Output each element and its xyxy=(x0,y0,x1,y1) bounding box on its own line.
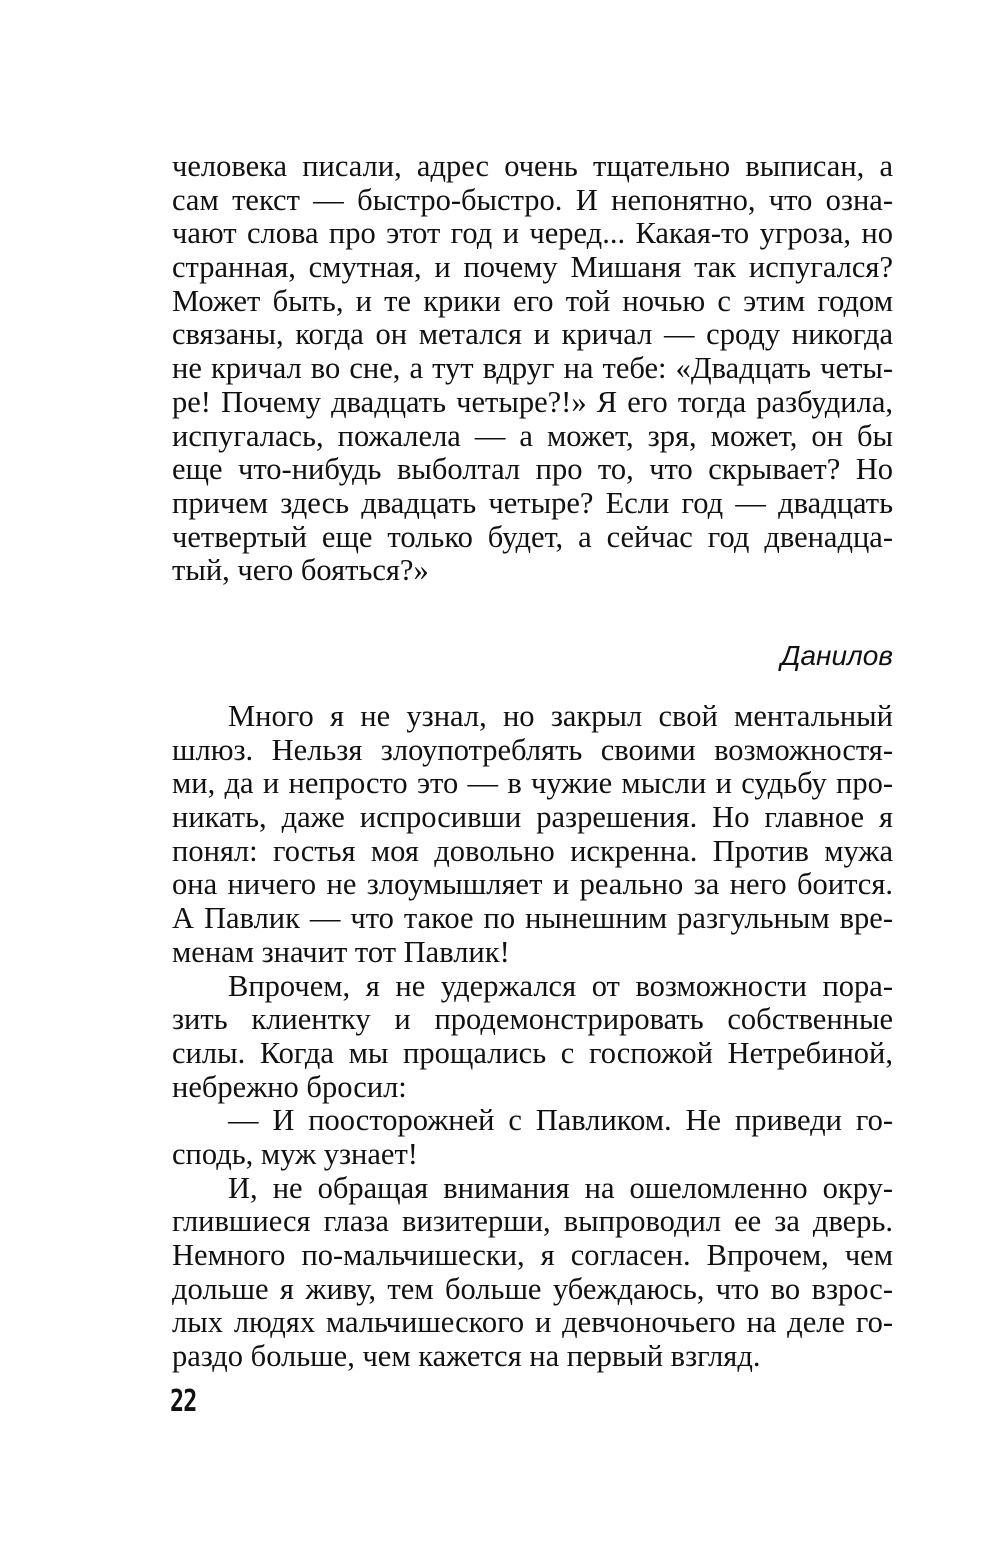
text-line: Немного по-мальчишески, я согласен. Впрочем, чем xyxy=(172,1238,893,1272)
text-line: сподь, муж узнает! xyxy=(172,1136,418,1171)
text-line: лых людях мальчишеского и девчоночьего на деле го- xyxy=(172,1305,893,1340)
text-line: Может быть, и те крики его той ночью с этим годом xyxy=(172,283,893,318)
text-line: шлюз. Нельзя злоупотреблять своими возможностя- xyxy=(172,732,893,767)
text-line: еще что-нибудь выболтал про то, что скрывает? Но xyxy=(172,452,893,487)
text-line: причем здесь двадцать четыре? Если год — двадцать xyxy=(172,485,893,520)
text-line: Много я не узнал, но закрыл свой ментальный xyxy=(228,699,893,733)
text-line: странная, смутная, и почему Мишаня так испугался? xyxy=(172,250,893,285)
text-line: — И поосторожней с Павликом. Не приведи го- xyxy=(228,1103,893,1138)
main-text xyxy=(172,700,893,1374)
text-line: А Павлик — что такое по нынешним разгульным вре- xyxy=(172,901,893,936)
text-line: ми, да и непросто это — в чужие мысли и судьбу про- xyxy=(172,766,893,801)
text-line: никать, даже испросивши разрешения. Но главное я xyxy=(172,800,893,835)
text-line: она ничего не злоумышляет и реально за него боится. xyxy=(172,867,893,902)
text-line: менам значит тот Павлик! xyxy=(172,934,510,969)
text-line: глившиеся глаза визитерши, выпроводил ее за дверь. xyxy=(172,1204,893,1239)
continuation-paragraph xyxy=(172,150,893,588)
text-line: не кричал во сне, а тут вдруг на тебе: «Двадцать четы- xyxy=(172,351,893,386)
text-line: четвертый еще только будет, а сейчас год двенадца- xyxy=(172,519,893,554)
text-line: небрежно бросил: xyxy=(172,1069,407,1104)
text-line: тый, чего бояться?» xyxy=(172,553,429,588)
text-line: чают слова про этот год и черед... Какая-то угроза, но xyxy=(172,216,893,251)
text-line: раздо больше, чем кажется на первый взгляд. xyxy=(172,1339,761,1374)
text-line: силы. Когда мы прощались с госпожой Нетребиной, xyxy=(172,1035,893,1070)
text-line: сам текст — быстро-быстро. И непонятно, что озна- xyxy=(172,182,893,217)
text-line: испугалась, пожалела — а может, зря, может, он бы xyxy=(172,418,893,453)
text-line: ре! Почему двадцать четыре?!» Я его тогда разбудила, xyxy=(172,384,893,419)
text-line: человека писали, адрес очень тщательно выписан, а xyxy=(172,149,893,183)
text-line: Впрочем, я не удержался от возможности пора- xyxy=(228,968,893,1003)
text-line: И, не обращая внимания на ошеломленно окру- xyxy=(228,1170,893,1205)
text-line: связаны, когда он метался и кричал — сроду никогда xyxy=(172,317,893,352)
text-line: понял: гостья моя довольно искренна. Против мужа xyxy=(172,833,893,868)
text-line: дольше я живу, тем больше убеждаюсь, что во взрос- xyxy=(172,1271,893,1306)
text-line: зить клиентку и продемонстрировать собственные xyxy=(172,1002,893,1037)
chapter-heading: Данилов xyxy=(780,640,893,671)
page-number: 22 xyxy=(170,1384,197,1419)
